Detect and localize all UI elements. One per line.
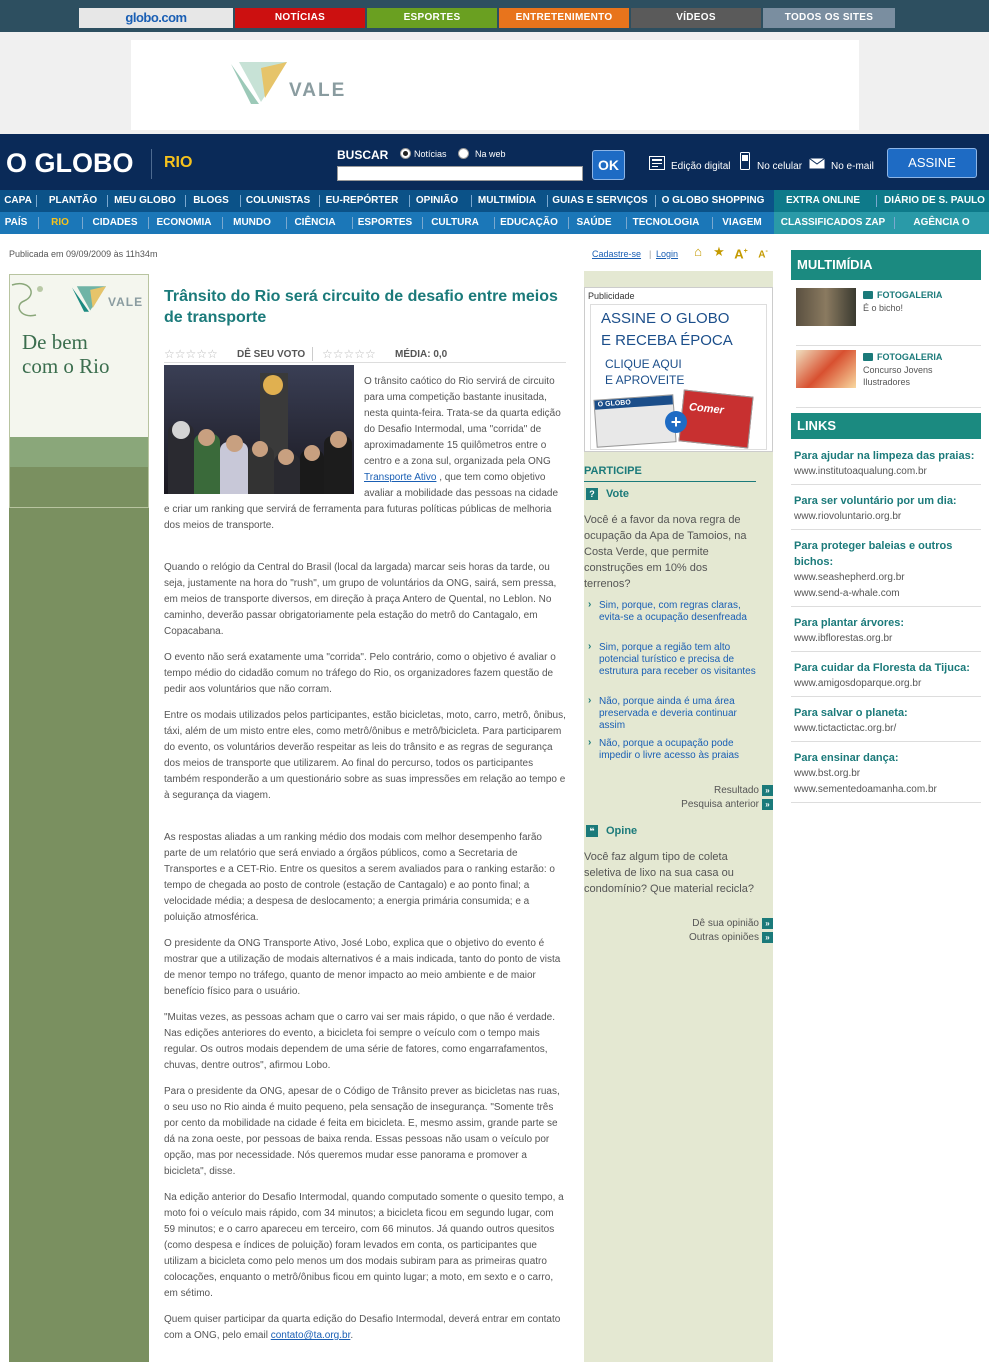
floral-ornament-icon <box>10 275 70 325</box>
nav-guias-e-servicos[interactable]: GUIAS E SERVIÇOS <box>552 195 648 206</box>
article-paragraph-4: Entre os modais utilizados pelos participantes, estão bicicletas, moto, carro, metrô, ônibus, táxi, além de um misto entre eles, como metrô/ônibus e metrô/bicicleta. Para participarem do evento, os voluntários deverão respeitar as leis do trânsito e as regras de segurança dos meios de transporte que utilizarem. Ao final do percurso, todos os participantes também responderão a um questionário sobre as suas impressões em relação ao tempo e à segurança da viagem. <box>164 710 566 801</box>
nav-economia[interactable]: ECONOMIA <box>156 217 212 228</box>
section-nav <box>0 212 989 234</box>
vote-stars[interactable]: ☆☆☆☆☆ <box>164 347 218 361</box>
nav-cultura[interactable]: CULTURA <box>431 217 479 228</box>
vale-side-ad[interactable] <box>9 274 149 508</box>
link-title: Para salvar o planeta: <box>794 707 908 719</box>
tab-globo-com[interactable]: globo.com <box>79 8 233 28</box>
vale-brand-text: VALE <box>108 295 144 309</box>
slogan-line-1: De bem <box>22 330 88 354</box>
primary-nav <box>0 190 989 212</box>
ad-line-4: E APROVEITE <box>605 373 685 387</box>
vale-banner-ad[interactable] <box>131 40 859 130</box>
average-stars: ☆☆☆☆☆ <box>322 347 376 361</box>
ad-line-3: CLIQUE AQUI <box>605 357 682 371</box>
nav-colunistas[interactable]: COLUNISTAS <box>245 195 311 206</box>
tab-entretenimento[interactable]: ENTRETENIMENTO <box>499 8 629 28</box>
nav-divider <box>409 195 410 207</box>
radio-noticias-label: Notícias <box>414 148 447 159</box>
nav-plantao[interactable]: PLANTÃO <box>48 195 98 206</box>
camera-icon <box>863 291 873 299</box>
article-paragraph-1 <box>164 374 566 534</box>
animal-thumbnail[interactable] <box>796 288 856 326</box>
double-arrow-icon: » <box>762 932 773 943</box>
edicao-digital-link[interactable]: Edição digital <box>671 161 731 172</box>
nav-classificados-zap[interactable]: CLASSIFICADOS ZAP <box>780 217 886 228</box>
search-ok-button[interactable]: OK <box>592 150 625 180</box>
radio-na-web-label: Na web <box>475 148 506 159</box>
article-paragraph-8: Para o presidente da ONG, apesar de o Código de Trânsito prever as bicicletas nas ruas, o seu uso no Rio ainda é muito pequeno, pela sensação de insegurança. "Somente três por cento da mobilidade na cidade é feita em bicicleta. E, mesmo assim, grande parte se dá na zona oeste, por pessoas de baixa renda. Essas pessoas não usam o veículo por opção, mas por necessidade. Nós queremos mudar esse panorama e promover a bicicleta", disse. <box>164 1086 560 1177</box>
article-paragraph-2: Quando o relógio da Central do Brasil (local da largada) marcar seis horas da tarde, ou seja, justamente na hora do "rush", um grupo de voluntários da ONG, sairá, sem pressa, em meios de transporte diversos, em direção à praça Antero de Quental, no Leblon. No caminho, deverão passar obrigatoriamente pela estação do metrô do Cantagalo, em Copacabana. <box>164 562 557 637</box>
nav-viagem[interactable]: VIAGEM <box>722 217 762 228</box>
link-title: Para proteger baleias e outros bichos: <box>794 540 953 568</box>
contact-email-link[interactable]: contato@ta.org.br <box>270 1330 351 1341</box>
nav-saude[interactable]: SAÚDE <box>576 217 612 228</box>
ad-line-2: E RECEBA ÉPOCA <box>601 332 733 349</box>
nav-divider <box>712 217 713 229</box>
paragraph-text: O trânsito caótico do Rio servirá de circuito para uma competição bastante inusitada, nesta quinta-feira. Trata-se da quarta edição do Desafio Intermodal, uma "corrida" de aproximadamente 15 quilômetros entre o centro e a zona sul, organizada pela ONG <box>364 376 561 467</box>
opine-header <box>586 825 637 837</box>
nav-capa[interactable]: CAPA <box>4 195 32 206</box>
nav-divider <box>319 195 320 207</box>
outras-opinioes-link[interactable] <box>689 932 773 943</box>
tab-esportes[interactable]: ESPORTES <box>367 8 497 28</box>
link-url[interactable]: www.tictactictac.org.br/ <box>794 723 897 734</box>
mobile-phone-icon[interactable] <box>740 152 750 170</box>
de-sua-opiniao-link[interactable] <box>692 918 773 929</box>
nav-divider <box>655 195 656 207</box>
link-item <box>791 615 981 652</box>
vale-logo-icon <box>231 60 287 106</box>
nav-o-globo-shopping[interactable]: O GLOBO SHOPPING <box>661 195 765 206</box>
digital-edition-icon[interactable] <box>649 156 665 170</box>
link-title: Para ensinar dança: <box>794 752 899 764</box>
nav-divider <box>107 195 108 207</box>
link-item <box>791 493 981 530</box>
paragraph-text: . <box>350 1330 354 1341</box>
nav-divider <box>82 217 83 229</box>
camera-icon <box>863 353 873 361</box>
nav-divider <box>148 217 149 229</box>
link-url[interactable]: www.amigosdoparque.org.br <box>794 678 922 689</box>
question-mark-icon: ? <box>586 488 598 500</box>
vote-option-2[interactable]: › Sim, porque a região tem alto potencial turístico e precisa de estrutura para receber os visitantes <box>588 642 756 678</box>
nav-cidades[interactable]: CIDADES <box>92 217 138 228</box>
nav-tecnologia[interactable]: TECNOLOGIA <box>632 217 700 228</box>
nav-esportes[interactable]: ESPORTES <box>357 217 413 228</box>
link-url[interactable]: www.ibflorestas.org.br <box>794 633 893 644</box>
participe-divider <box>584 481 756 482</box>
fotogaleria-category <box>863 290 942 300</box>
radio-noticias[interactable] <box>400 148 447 159</box>
no-celular-link[interactable]: No celular <box>757 161 803 172</box>
ad-illustration-base <box>10 467 148 507</box>
nav-agencia-o-globo[interactable]: AGÊNCIA O <box>913 217 970 228</box>
participe-title: PARTICIPE <box>584 465 642 477</box>
link-url[interactable]: www.send-a-whale.com <box>794 588 900 599</box>
nav-ciencia[interactable]: CIÊNCIA <box>294 217 336 228</box>
nav-divider <box>422 217 423 229</box>
link-url[interactable]: www.riovoluntario.org.br <box>794 511 902 522</box>
link-item <box>791 538 981 607</box>
speech-bubble-icon: ❝ <box>586 825 598 837</box>
multimidia-item[interactable] <box>796 288 981 346</box>
nav-multimidia[interactable]: MULTIMÍDIA <box>477 195 537 206</box>
publicidade-label: Publicidade <box>588 291 635 301</box>
no-email-link[interactable]: No e-mail <box>831 161 874 172</box>
link-title: Para ser voluntário por um dia: <box>794 495 957 507</box>
nav-divider <box>471 195 472 207</box>
nav-divider <box>568 217 569 229</box>
vale-logo-icon <box>72 285 106 313</box>
vote-option-4[interactable]: › Não, porque a ocupação pode impedir o livre acesso às praias <box>588 738 756 762</box>
opine-title: Opine <box>606 825 638 837</box>
nav-blogs[interactable]: BLOGS <box>193 195 229 206</box>
search-input[interactable] <box>337 166 583 181</box>
vote-question: Você é a favor da nova regra de ocupação da Apa de Tamoios, na Costa Verde, que permite construções em 10% dos terrenos? <box>584 514 747 590</box>
cadastre-se-link[interactable]: Cadastre-se <box>592 249 642 259</box>
radio-noticias-dot[interactable] <box>400 148 411 159</box>
nav-divider <box>240 195 241 207</box>
link-item <box>791 705 981 742</box>
nav-divider <box>494 217 495 229</box>
tab-todos-os-sites[interactable]: TODOS OS SITES <box>763 8 895 28</box>
article-title: Trânsito do Rio será circuito de desafio entre meios de transporte <box>164 288 558 326</box>
vote-option-1[interactable]: › Sim, porque, com regras claras, evita-se a ocupação desenfreada <box>588 600 756 624</box>
nav-divider <box>352 217 353 229</box>
publicidade-box <box>584 287 773 452</box>
nav-divider <box>286 217 287 229</box>
nav-divider <box>222 217 223 229</box>
paragraph-text: , que tem como objetivo avaliar a mobilidade das pessoas na cidade e criar um ranking que servirá de ferramenta para futuras políticas públicas de melhoria dos meios de transporte. <box>164 472 559 531</box>
vote-title: Vote <box>606 488 630 500</box>
link-separator: | <box>649 249 652 259</box>
nav-extra-online[interactable]: EXTRA ONLINE <box>785 195 861 206</box>
link-title: Para ajudar na limpeza das praias: <box>794 450 975 462</box>
nav-opiniao[interactable]: OPINIÃO <box>415 195 459 206</box>
multimidia-header: MULTIMÍDIA <box>791 250 981 280</box>
magazine-image <box>678 389 753 448</box>
de-sua-opiniao-label: Dê sua opinião <box>692 918 759 929</box>
vote-option-3[interactable]: › Não, porque ainda é uma área preservada e deveria continuar assim <box>588 696 756 732</box>
o-globo-logo[interactable]: O GLOBO <box>6 148 134 178</box>
globo-top-bar <box>0 0 989 32</box>
ad-line-1: ASSINE O GLOBO <box>601 310 730 327</box>
top-ad-band <box>0 32 989 134</box>
item-description[interactable]: É o bicho! <box>863 303 904 313</box>
newspaper-masthead: O GLOBO <box>594 395 672 409</box>
nav-diario-de-s-paulo[interactable]: DIÁRIO DE S. PAULO <box>884 195 985 206</box>
nav-educacao[interactable]: EDUCAÇÃO <box>500 217 558 228</box>
photo-float-spacer <box>164 374 364 496</box>
partner-links-bar <box>774 190 989 212</box>
nav-divider <box>38 217 39 229</box>
pesquisa-anterior-link[interactable] <box>681 799 773 810</box>
login-link[interactable]: Login <box>656 249 679 259</box>
home-icon[interactable]: ⌂ <box>694 244 702 259</box>
left-ad-column <box>9 274 149 1362</box>
vale-brand-text: VALE <box>289 80 347 101</box>
category-label: FOTOGALERIA <box>877 352 943 362</box>
resultado-link[interactable] <box>714 785 773 796</box>
nav-divider <box>185 195 186 207</box>
email-envelope-icon[interactable] <box>809 158 825 169</box>
assine-button[interactable]: ASSINE <box>887 148 977 178</box>
slogan-line-2: com o Rio <box>22 354 110 378</box>
link-url[interactable]: www.institutoaqualung.com.br <box>794 466 927 477</box>
nav-eu-reporter[interactable]: EU-REPÓRTER <box>325 195 399 206</box>
multimidia-item[interactable] <box>796 350 981 408</box>
rating-row <box>164 347 566 363</box>
resultado-label: Resultado <box>713 785 759 796</box>
fotogaleria-category <box>863 352 942 362</box>
publish-date: Publicada em 09/09/2009 às 11h34m <box>9 249 158 259</box>
double-arrow-icon: » <box>762 918 773 929</box>
assine-epoca-ad[interactable] <box>590 304 767 450</box>
item-description[interactable]: Concurso Jovens Ilustradores <box>863 365 933 387</box>
article-paragraph-5: As respostas aliadas a um ranking médio dos modais com melhor desempenho farão parte de um relatório que será enviado a órgãos públicos, como a Secretaria de Transportes e a CET-Rio. Entre os quesitos a serem avaliados para o ranking estarão: o tempo de chegada ao posto de controle (estação de Cantagalo) e ao ponto final; a velocidade média; a despesa de deslocamento; a energia primária consumida; e a poluição atmosférica. <box>164 832 555 923</box>
article-paragraph-6: O presidente da ONG Transporte Ativo, José Lobo, explica que o objetivo do evento é mostrar que a utilização de modais alternativos é a mais indicada, tanto do ponto de vista de menor tempo no tráfego, quanto de menor impacto ao meio ambiente e de maior benefício físico para o usuário. <box>164 938 561 997</box>
link-item <box>791 660 981 697</box>
nav-divider <box>876 195 877 207</box>
nav-rio[interactable]: RIO <box>51 217 69 228</box>
link-title: Para cuidar da Floresta da Tijuca: <box>794 662 970 674</box>
nav-meu-globo[interactable]: MEU GLOBO <box>114 195 176 206</box>
paragraph-text: Quem quiser participar da quarta edição do Desafio Intermodal, deverá entrar em contato com a ONG, pelo email <box>164 1314 561 1341</box>
partner-links-bar <box>774 212 989 234</box>
pesquisa-anterior-label: Pesquisa anterior <box>681 799 759 810</box>
article-paragraph-3: O evento não será exatamente uma "corrida". Pelo contrário, como o objetivo é avaliar o tempo médio do cidadão comum no tráfego do Rio, os organizadores fazem questão de pedir aos voluntários que não corram. <box>164 652 556 695</box>
category-label: FOTOGALERIA <box>877 290 943 300</box>
double-arrow-icon: » <box>762 799 773 810</box>
opine-question: Você faz algum tipo de coleta seletiva de lixo na sua casa ou condomínio? Que material recicla? <box>584 851 754 895</box>
article-header <box>164 286 566 328</box>
average-label: MÉDIA: 0,0 <box>395 349 448 360</box>
double-arrow-icon: » <box>762 785 773 796</box>
article-paragraph-9: Na edição anterior do Desafio Intermodal, quando computado somente o quesito tempo, a moto foi o veículo mais rápido, com 34 minutos; a bicicleta ficou em segundo lugar, com 59 minutos; e o carro apareceu em terceiro, com 66 minutos. Já quando outros quesitos (como despesa e índices de poluição) foram levados em conta, os participantes que utilizam a bicicleta como pelo menos um dos modais subiram para as primeiras quatro colocações, enquanto o metrô/ônibus ficou em quinto lugar; a moto, em sexto e o carro, em sétimo. <box>164 1192 564 1299</box>
outras-opinioes-label: Outras opiniões <box>688 932 759 943</box>
link-url[interactable]: www.sementedoamanha.com.br <box>794 784 937 795</box>
links-header: LINKS <box>791 413 981 439</box>
nav-divider <box>547 195 548 207</box>
article-paragraph-7: "Muitas vezes, as pessoas acham que o carro vai ser mais rápido, o que não é verdade. Nas edições anteriores do evento, a bicicleta foi sempre o veículo com o tempo mais regular. Os outros modais dependem de uma série de fatores, como engarrafamentos, chuvas, dentre outros", afirmou Lobo. <box>164 1012 555 1071</box>
illustration-thumbnail[interactable] <box>796 350 856 388</box>
vote-label: DÊ SEU VOTO <box>237 349 306 360</box>
magazine-cover-text: Comer <box>688 401 725 417</box>
font-increase-icon[interactable]: A+ <box>734 246 748 262</box>
radio-na-web[interactable] <box>458 148 506 159</box>
region-label[interactable]: RIO <box>164 154 193 171</box>
nav-mundo[interactable]: MUNDO <box>233 217 271 228</box>
transporte-ativo-link[interactable]: Transporte Ativo <box>364 472 437 483</box>
vote-header <box>586 488 629 500</box>
favorite-star-icon[interactable]: ★ <box>713 244 725 259</box>
link-title: Para plantar árvores: <box>794 617 905 629</box>
search-label: BUSCAR <box>337 148 389 162</box>
nav-pais[interactable]: PAÍS <box>4 217 28 228</box>
tab-videos[interactable]: VÍDEOS <box>631 8 761 28</box>
link-item <box>791 750 981 803</box>
header-divider <box>151 149 152 179</box>
article-paragraph-10 <box>164 1312 566 1344</box>
nav-divider <box>36 195 37 207</box>
radio-na-web-dot[interactable] <box>458 148 469 159</box>
link-url[interactable]: www.seashepherd.org.br <box>794 572 905 583</box>
link-item <box>791 448 981 485</box>
rating-divider <box>312 347 313 361</box>
link-url[interactable]: www.bst.org.br <box>794 768 861 779</box>
plus-icon: + <box>665 411 687 433</box>
site-header <box>0 134 989 190</box>
nav-divider <box>626 217 627 229</box>
tab-noticias[interactable]: NOTÍCIAS <box>235 8 365 28</box>
font-decrease-icon[interactable]: A- <box>758 248 768 261</box>
